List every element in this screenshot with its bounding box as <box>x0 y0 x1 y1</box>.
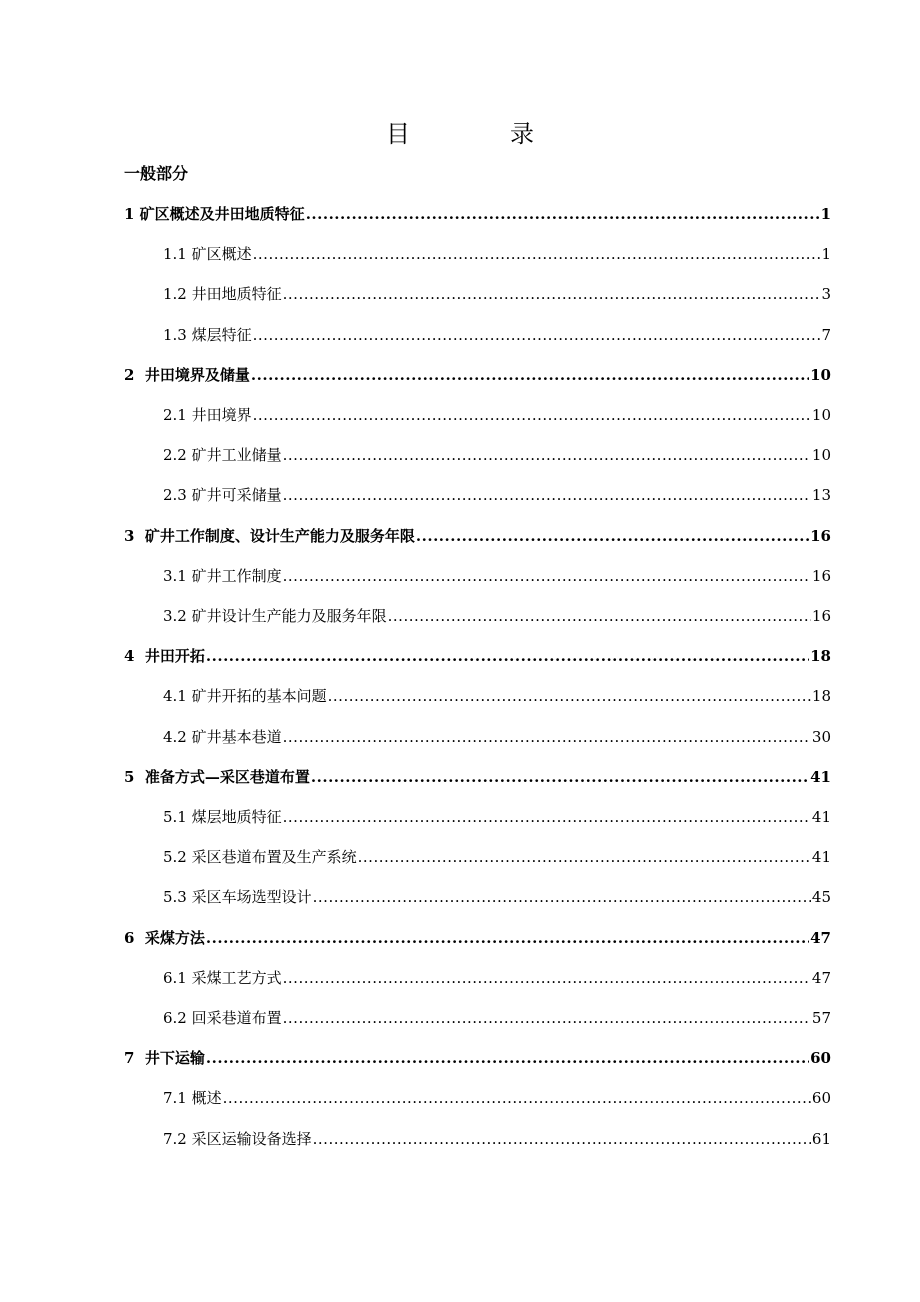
toc-dot-leader <box>311 765 809 789</box>
toc-entry-number: 1.3 <box>163 325 192 344</box>
toc-dot-leader <box>283 483 811 507</box>
toc-chapter-entry[interactable] <box>124 202 831 226</box>
toc-page-number: 7 <box>821 325 831 344</box>
section-label: 一般部分 <box>124 164 189 183</box>
toc-section-entry[interactable] <box>163 282 831 306</box>
toc-dot-leader <box>283 805 811 829</box>
toc-page-number: 10 <box>811 446 831 465</box>
toc-entry-number: 1 <box>124 205 140 223</box>
toc-entry-title: 采区运输设备选择 <box>191 1129 312 1148</box>
toc-page-number: 3 <box>821 285 831 304</box>
toc-entry-number: 2.3 <box>163 486 192 505</box>
toc-section-entry[interactable] <box>163 1086 831 1110</box>
toc-page-number: 60 <box>810 1049 831 1068</box>
toc-page-number: 41 <box>811 848 831 867</box>
toc-dot-leader <box>283 282 821 306</box>
toc-page-number: 16 <box>811 566 831 585</box>
toc-entry-number: 6.2 <box>163 1009 192 1027</box>
toc-section-entry[interactable] <box>163 323 831 347</box>
toc-page-number: 41 <box>810 767 831 786</box>
toc-entry-number: 6.1 <box>163 968 192 987</box>
toc-chapter-entry[interactable] <box>124 926 831 950</box>
toc-chapter-entry[interactable] <box>124 363 831 387</box>
toc-entry-title: 矿井设计生产能力及服务年限 <box>191 607 387 625</box>
toc-entry-number: 7.1 <box>163 1089 192 1108</box>
toc-page-number: 18 <box>810 647 831 666</box>
toc-page-number: 30 <box>811 727 831 746</box>
toc-entry-number: 3.1 <box>163 566 192 585</box>
toc-section-entry[interactable] <box>163 403 831 427</box>
toc-section-entry[interactable] <box>163 966 831 990</box>
toc-entry-title: 回采巷道布置 <box>191 1009 282 1027</box>
toc-entry-number: 3 <box>124 526 145 545</box>
toc-dot-leader <box>313 1127 811 1151</box>
toc-entry-number: 1.2 <box>163 285 192 304</box>
toc-entry-number: 4 <box>124 647 145 666</box>
toc-entry-number: 2 <box>124 365 145 384</box>
toc-section-entry[interactable] <box>163 725 831 749</box>
toc-entry-number: 4.2 <box>163 727 192 746</box>
toc-entry-title: 采区车场选型设计 <box>191 888 312 907</box>
toc-entry-title: 采煤方法 <box>144 928 205 947</box>
toc-entry-title: 矿井工业储量 <box>191 446 282 465</box>
toc-entry-number: 5.3 <box>163 888 192 907</box>
toc-page-number: 10 <box>811 406 831 424</box>
toc-dot-leader <box>313 885 811 909</box>
toc-section-entry[interactable] <box>163 845 831 869</box>
toc-section-entry[interactable] <box>163 242 831 266</box>
toc-entry-title: 井田境界 <box>191 406 252 424</box>
toc-entry-title: 煤层地质特征 <box>191 808 282 826</box>
toc-dot-leader <box>251 363 809 387</box>
toc-chapter-entry[interactable] <box>124 765 831 789</box>
toc-section-entry[interactable] <box>163 1127 831 1151</box>
toc-entry-title: 矿井工作制度 <box>191 566 282 585</box>
toc-chapter-entry[interactable] <box>124 1046 831 1070</box>
toc-entry-title: 概述 <box>191 1089 222 1108</box>
toc-entry-title: 矿井开拓的基本问题 <box>191 687 327 706</box>
toc-dot-leader <box>283 725 811 749</box>
toc-entry-title: 煤层特征 <box>191 325 252 344</box>
toc-dot-leader <box>416 524 809 548</box>
toc-page-number: 47 <box>810 928 831 947</box>
toc-entry-title: 采煤工艺方式 <box>191 968 282 987</box>
toc-section-entry[interactable] <box>163 443 831 467</box>
toc-dot-leader <box>283 966 811 990</box>
toc-entry-title: 矿区概述及井田地质特征 <box>139 205 305 223</box>
toc-dot-leader <box>388 604 811 628</box>
toc-dot-leader <box>206 926 809 950</box>
toc-dot-leader <box>253 323 821 347</box>
toc-entry-number: 7.2 <box>163 1129 192 1148</box>
toc-section-entry[interactable] <box>163 564 831 588</box>
toc-entry-title: 井田开拓 <box>144 647 205 666</box>
toc-dot-leader <box>206 1046 809 1070</box>
toc-section-entry[interactable] <box>163 885 831 909</box>
toc-page-number: 13 <box>811 486 831 505</box>
toc-entry-number: 2.1 <box>163 406 192 424</box>
toc-page-number: 1 <box>821 245 831 264</box>
toc-entry-number: 5.2 <box>163 848 192 867</box>
toc-entry-number: 7 <box>124 1049 145 1068</box>
toc-section-entry[interactable] <box>163 483 831 507</box>
toc-entry-title: 井下运输 <box>144 1049 205 1068</box>
toc-entry-number: 6 <box>124 928 145 947</box>
toc-entry-title: 井田地质特征 <box>191 285 282 304</box>
toc-dot-leader <box>283 564 811 588</box>
toc-entry-title: 矿井工作制度、设计生产能力及服务年限 <box>144 526 415 545</box>
toc-dot-leader <box>283 443 811 467</box>
toc-dot-leader <box>253 403 811 427</box>
toc-page-number: 1 <box>820 205 831 223</box>
toc-entry-title: 井田境界及储量 <box>144 365 250 384</box>
toc-section-entry[interactable] <box>163 604 831 628</box>
toc-page-number: 16 <box>811 607 831 625</box>
toc-dot-leader <box>206 644 809 668</box>
toc-entry-number: 1.1 <box>163 245 192 264</box>
toc-entry-number: 5 <box>124 767 145 786</box>
toc-page-number: 41 <box>811 808 831 826</box>
toc-entry-number: 2.2 <box>163 446 192 465</box>
toc-entry-number: 3.2 <box>163 607 192 625</box>
toc-chapter-entry[interactable] <box>124 524 831 548</box>
toc-entry-title: 矿井可采储量 <box>191 486 282 505</box>
toc-dot-leader <box>283 1006 811 1030</box>
toc-page-number: 47 <box>811 968 831 987</box>
toc-entry-title: 矿区概述 <box>191 245 252 264</box>
toc-page-number: 60 <box>811 1089 831 1108</box>
toc-dot-leader <box>223 1086 811 1110</box>
toc-page-number: 57 <box>811 1009 831 1027</box>
toc-entry-title: 矿井基本巷道 <box>191 727 282 746</box>
toc-page-number: 45 <box>811 888 831 907</box>
toc-entry-title: 采区巷道布置及生产系统 <box>191 848 357 867</box>
page-title: 目 录 <box>386 120 572 148</box>
toc-section-entry[interactable] <box>163 684 831 708</box>
toc-section-entry[interactable] <box>163 1006 831 1030</box>
toc-entry-number: 5.1 <box>163 808 192 826</box>
toc-entry-title: 准备方式—采区巷道布置 <box>144 767 310 786</box>
toc-page-number: 18 <box>811 687 831 706</box>
toc-dot-leader <box>306 202 820 226</box>
toc-chapter-entry[interactable] <box>124 644 831 668</box>
toc-dot-leader <box>358 845 811 869</box>
toc-dot-leader <box>253 242 821 266</box>
toc-page-number: 61 <box>811 1129 831 1148</box>
toc-dot-leader <box>328 684 811 708</box>
toc-entry-number: 4.1 <box>163 687 192 706</box>
toc-page-number: 10 <box>810 365 831 384</box>
toc-section-entry[interactable] <box>163 805 831 829</box>
toc-page-number: 16 <box>810 526 831 545</box>
